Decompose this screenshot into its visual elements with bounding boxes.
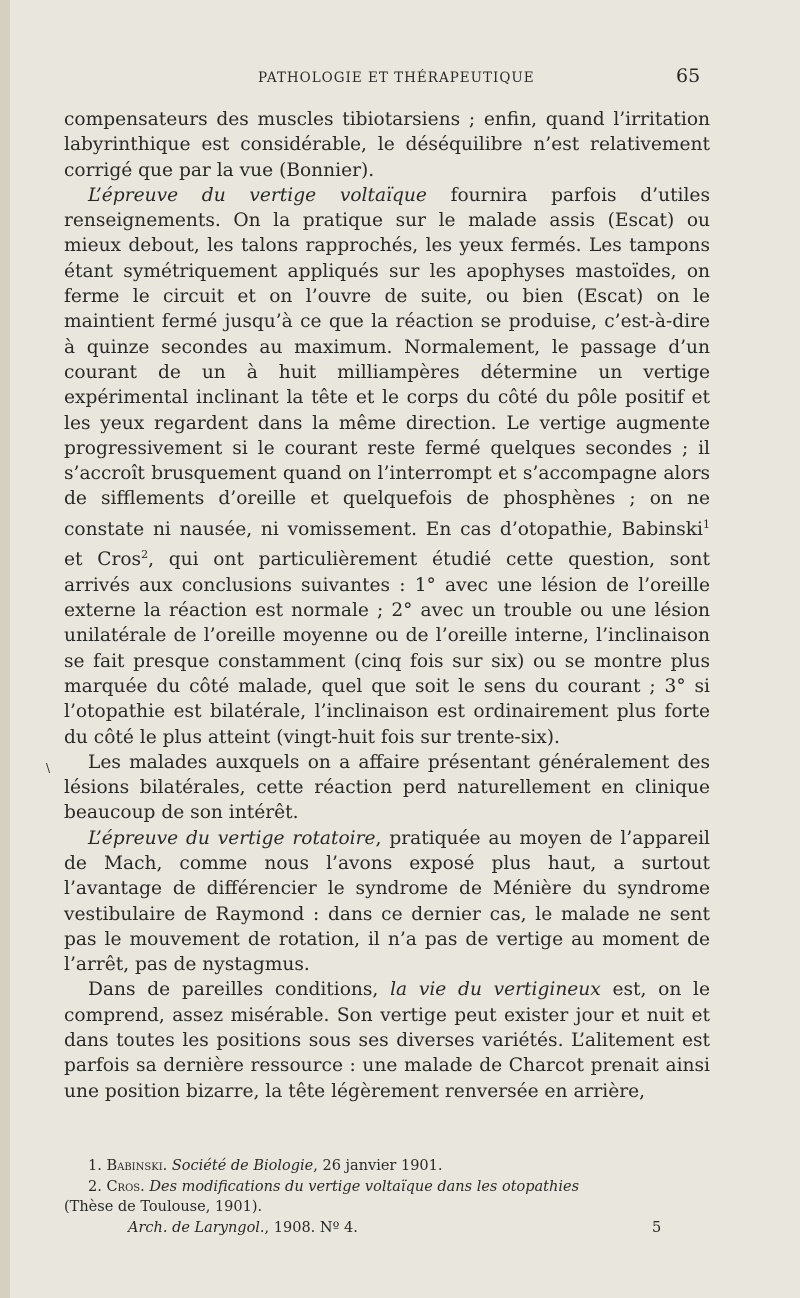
footnote-1	[64, 1156, 710, 1177]
paragraph-2-text-c: , qui ont particulièrement étudié cette question, sont arrivés aux conclusions suivantes : 1° avec une lésion de l’oreille externe la réaction est normale ; 2° avec un trouble ou une lésion unilatérale de l’oreille moyenne ou de l’oreille interne, l’inclinaison se fait presque constamment (cinq fois sur six) ou se montre plus marquée du côté malade, quel que soit le sens du courant ; 3° si l’otopathie est bilatérale, l’inclinaison est ordinairement plus forte du côté le plus atteint (vingt-huit fois sur trente-six).	[64, 549, 710, 748]
footnote-2-title: Des modifications du vertige voltaïque dans les otopathies	[149, 1178, 580, 1195]
paragraph-5-text-a: Dans de pareilles conditions,	[88, 979, 391, 1001]
page-number: 65	[676, 65, 701, 87]
paragraph-4	[64, 826, 710, 978]
signature-mark: 5	[652, 1219, 662, 1236]
journal-reference	[128, 1218, 358, 1239]
journal-issue: , 1908. Nº 4.	[264, 1219, 358, 1236]
footnote-1-rest: , 26 janvier 1901.	[313, 1158, 443, 1174]
page-header	[10, 66, 800, 90]
paragraph-4-text: , pratiquée au moyen de l’appareil de Mach, comme nous l’avons exposé plus haut, a surtout l’avantage de différencier le syndrome de Ménière du syndrome vestibulaire de Raymond : dans ce dernier cas, le malade ne sent pas le mouvement de rotation, il n’a pas de vertige au moment de l’arrêt, pas de nystagmus.	[64, 827, 710, 976]
journal-title: Arch. de Laryngol.	[128, 1219, 265, 1236]
paragraph-5-text-b: est, on le comprend, assez misérable. Son vertige peut exister jour et nuit et dans toutes les positions sous ses diverses variétés. L’alitement est parfois sa dernière ressource : une malade de Charcot prenait ainsi une position bizarre, la tête légèrement renversée en arrière,	[64, 979, 711, 1102]
margin-mark: \	[46, 761, 51, 775]
body-text	[64, 107, 710, 1104]
footnote-2-author: Cros.	[106, 1178, 145, 1195]
paragraph-2-text-a: fournira parfois d’utiles renseignements. On la pratique sur le malade assis (Escat) ou mieux debout, les talons rapprochés, les yeux fermés. Les tampons étant symétriquement appliqués sur les apophyses mastoïdes, on ferme le circuit et on l’ouvre de suite, ou bien (Escat) on le maintient fermé jusqu’à ce que la réaction se produise, c’est-à-dire à quinze secondes au maximum. Normalement, le passage d’un courant de un à huit milliampères détermine un vertige expérimental inclinant la tête et le corps du côté du pôle positif et les yeux regardent dans la même direction. Le vertige augmente progressivement si le courant reste fermé quelques secondes ; il s’accroît brusquement quand on l’interrompt et s’accompagne alors de sifflements d’oreille et quelquefois de phosphènes ; on ne constate ni nausée, ni vomissement. En cas d’otopathie, Babinski	[64, 184, 710, 540]
paragraph-3: Les malades auxquels on a affaire présentant généralement des lésions bilatérales, cette réaction perd naturellement en clinique beaucoup de son intérêt.	[64, 751, 710, 824]
signature-line	[64, 1218, 710, 1240]
footnote-1-author: Babinski.	[106, 1158, 168, 1174]
footnote-2-continuation: (Thèse de Toulouse, 1901).	[64, 1199, 263, 1215]
footnote-ref-1: 1	[703, 517, 710, 531]
footnote-2	[64, 1177, 710, 1198]
footnote-1-title: Société de Biologie	[171, 1158, 314, 1174]
paragraph-1: compensateurs des muscles tibiotarsiens ; enfin, quand l’irritation labyrinthique est considérable, le déséquilibre n’est relativement corrigé que par la vue (Bonnier).	[64, 109, 710, 181]
running-title: PATHOLOGIE ET THÉRAPEUTIQUE	[258, 70, 535, 86]
footnote-ref-2: 2	[141, 548, 149, 562]
book-page	[10, 0, 800, 1298]
footnotes	[64, 1156, 710, 1240]
paragraph-2-italic: L’épreuve du vertige voltaïque	[88, 184, 427, 206]
paragraph-5	[64, 977, 710, 1103]
footnote-2-number: 2.	[88, 1178, 107, 1195]
paragraph-5-italic: la vie du vertigineux	[390, 979, 601, 1001]
paragraph-4-italic: L’épreuve du vertige rotatoire	[88, 827, 376, 849]
paragraph-2	[64, 183, 710, 750]
footnote-1-number: 1.	[88, 1158, 107, 1174]
paragraph-2-text-b: et Cros	[64, 549, 142, 571]
